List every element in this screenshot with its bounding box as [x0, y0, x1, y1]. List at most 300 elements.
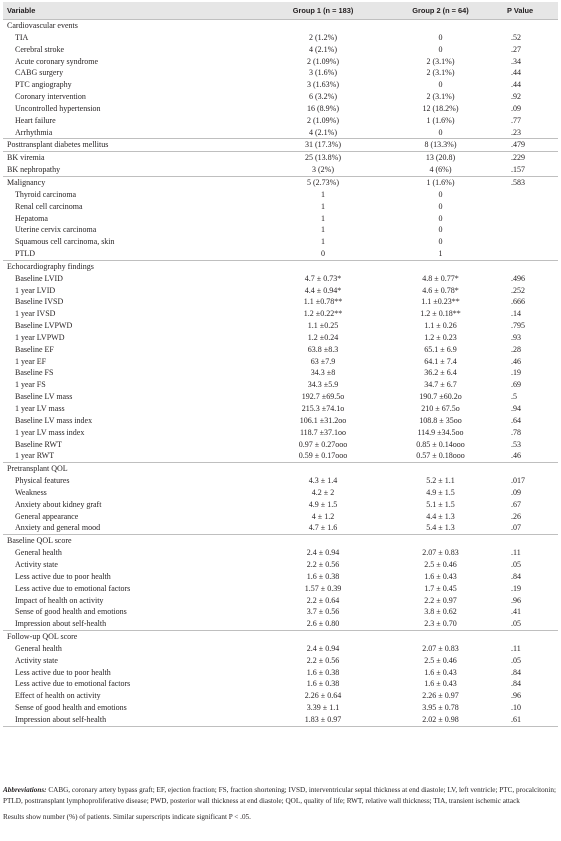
group2-value: 1 (1.6%)	[426, 115, 455, 125]
row-label: Effect of health on activity	[15, 691, 101, 701]
table-row	[3, 714, 558, 726]
p-value: .96	[511, 595, 521, 605]
table-row	[3, 308, 558, 320]
table-row	[3, 643, 558, 655]
group1-value: 6 (3.2%)	[309, 92, 337, 102]
table-row	[3, 631, 558, 643]
row-label: Baseline LV mass	[15, 392, 73, 402]
table-row	[3, 499, 558, 511]
table-row	[3, 618, 558, 630]
p-value: .05	[511, 655, 521, 665]
row-label: Malignancy	[3, 176, 268, 188]
p-value: .67	[511, 499, 521, 509]
p-value: .5	[511, 392, 517, 402]
table-row	[3, 547, 558, 559]
group1-value: 0	[321, 249, 325, 259]
table-row	[3, 44, 558, 56]
p-value	[503, 248, 558, 260]
p-value: .14	[511, 309, 521, 319]
p-value	[503, 213, 558, 225]
header-group1: Group 1 (n = 183)	[292, 6, 354, 15]
table-row	[3, 450, 558, 462]
group1-value: 34.3 ±8	[310, 368, 336, 378]
p-value: .10	[511, 703, 521, 713]
row-label: Baseline EF	[15, 344, 54, 354]
row-label: Thyroid carcinoma	[15, 189, 77, 199]
p-value: .11	[511, 643, 521, 653]
group2-value: 65.1 ± 6.9	[424, 344, 457, 354]
table-row	[3, 224, 558, 236]
table-row	[3, 201, 558, 213]
p-value: .795	[511, 321, 525, 331]
group1-value: 1.6 ± 0.38	[306, 667, 340, 677]
table-row	[3, 296, 558, 308]
p-value: .479	[503, 139, 558, 152]
results-note: Results show number (%) of patients. Similar superscripts indicate significant P < .05.	[3, 813, 251, 821]
p-value: .96	[511, 691, 521, 701]
group2-value: 3.8 ± 0.62	[424, 607, 457, 617]
group2-value: 2.07 ± 0.83	[422, 548, 459, 558]
table-row	[3, 403, 558, 415]
group1-value: 2 (1.09%)	[307, 115, 339, 125]
p-value: .666	[511, 297, 525, 307]
row-label: 1 year IVSD	[15, 309, 56, 319]
group1-value	[268, 631, 378, 643]
table-row	[3, 463, 558, 475]
table-row	[3, 273, 558, 285]
group2-value: 64.1 ± 7.4	[424, 356, 457, 366]
abbreviations-note	[3, 785, 558, 806]
p-value: .09	[511, 103, 521, 113]
group2-value: 114.9 ±34.5oo	[417, 427, 464, 437]
table-row	[3, 415, 558, 427]
group2-value: 0	[438, 237, 443, 247]
group1-value: 1.83 ± 0.97	[268, 714, 378, 726]
header-group2: Group 2 (n = 64)	[412, 6, 469, 15]
table-row	[3, 67, 558, 79]
group1-value: 4.7 ± 0.73*	[304, 273, 342, 283]
p-value: .46	[511, 451, 521, 461]
group1-value: 3 (1.6%)	[309, 68, 337, 78]
row-label: BK viremia	[3, 152, 268, 164]
p-value: .78	[511, 427, 521, 437]
p-value: .52	[511, 32, 521, 42]
row-label: Baseline FS	[15, 368, 54, 378]
table-row	[3, 522, 558, 534]
p-value	[503, 224, 558, 236]
group1-value: 4.3 ± 1.4	[308, 476, 338, 486]
p-value: .19	[511, 583, 521, 593]
table-row	[3, 356, 558, 368]
table-row	[3, 702, 558, 714]
group2-value: 3.95 ± 0.78	[422, 703, 459, 713]
p-value: .84	[511, 679, 521, 689]
group2-value: 4.4 ± 1.3	[426, 511, 455, 521]
p-value: .09	[511, 487, 521, 497]
group2-value: 12 (18.2%)	[422, 103, 459, 113]
group2-value: 1.6 ± 0.43	[424, 667, 457, 677]
table-row	[3, 379, 558, 391]
row-label: Heart failure	[15, 115, 56, 125]
p-value: .27	[511, 44, 521, 54]
table-row	[3, 535, 558, 547]
group2-value: 190.7 ±60.2o	[419, 392, 462, 402]
group1-value: 2 (1.2%)	[309, 32, 337, 42]
group1-value: 1	[321, 189, 325, 199]
table-row	[3, 115, 558, 127]
group2-value: 8 (13.3%)	[378, 139, 503, 152]
row-label: Hepatoma	[15, 213, 48, 223]
group1-value: 1	[321, 225, 325, 235]
p-value: .41	[511, 607, 521, 617]
row-label: TIA	[15, 32, 29, 42]
group1-value	[268, 535, 378, 547]
table-row	[3, 320, 558, 332]
table-row	[3, 475, 558, 487]
group2-value: 0	[438, 201, 443, 211]
p-value: .84	[511, 667, 521, 677]
group2-value: 0	[438, 44, 443, 54]
row-label: Baseline RWT	[15, 439, 62, 449]
group1-value: 215.3 ±74.1o	[301, 404, 345, 413]
group1-value: 3.39 ± 1.1	[306, 703, 340, 713]
table-row	[3, 260, 558, 272]
p-value: .28	[511, 344, 521, 354]
group1-value: 2.4 ± 0.94	[306, 548, 340, 558]
group1-value: 1	[321, 213, 325, 223]
group1-value	[268, 260, 378, 272]
group1-value: 16 (8.9%)	[307, 103, 339, 113]
p-value	[503, 201, 558, 213]
table-row	[3, 690, 558, 702]
group1-value: 3 (2%)	[312, 165, 334, 175]
group2-value: 210 ± 67.5o	[421, 404, 460, 413]
row-label: Weakness	[15, 487, 47, 497]
p-value	[503, 631, 558, 643]
group1-value: 106.1 ±31.2oo	[299, 415, 347, 425]
group2-value: 5.1 ± 1.5	[426, 499, 455, 509]
group2-value	[378, 260, 503, 272]
group2-value	[378, 631, 503, 643]
row-label: Physical features	[15, 476, 70, 486]
row-label: 1 year EF	[15, 356, 47, 366]
group2-value: 4.9 ± 1.5	[426, 487, 455, 497]
row-label: Uterine cervix carcinoma	[15, 225, 97, 235]
p-value: .84	[511, 571, 521, 581]
abbreviations-label: Abbreviations:	[3, 786, 47, 794]
group2-value: 34.7 ± 6.7	[424, 380, 457, 390]
group1-value: 2.2 ± 0.56	[306, 559, 340, 569]
group2-value	[378, 20, 503, 32]
table-row	[3, 559, 558, 571]
table-row	[3, 571, 558, 583]
group1-value: 118.7 ±37.1oo	[299, 427, 347, 437]
table-row	[3, 367, 558, 379]
header-row	[3, 2, 558, 20]
group1-value: 34.3 ±5.9	[307, 380, 339, 390]
row-label: Less active due to poor health	[15, 571, 111, 581]
group2-value: 4.6 ± 0.78*	[422, 285, 459, 295]
group2-value: 1.7 ± 0.45	[424, 583, 457, 593]
p-value: .583	[503, 176, 558, 188]
group1-value: 4.7 ± 1.6	[308, 523, 338, 533]
table-row	[3, 655, 558, 667]
table-body	[3, 20, 558, 727]
row-label: 1 year RWT	[15, 451, 55, 461]
group2-value: 1.6 ± 0.43	[424, 679, 457, 689]
group1-value: 4.4 ± 0.94*	[304, 285, 342, 295]
row-label: Squamous cell carcinoma, skin	[15, 237, 115, 247]
row-label: Sense of good health and emotions	[15, 703, 127, 713]
table-row	[3, 248, 558, 260]
group2-value: 4 (6%)	[429, 165, 452, 175]
p-value	[503, 463, 558, 475]
group1-value: 1.6 ± 0.38	[306, 571, 340, 581]
group1-value: 2.26 ± 0.64	[304, 691, 342, 701]
group2-value: 2.07 ± 0.83	[422, 643, 459, 653]
row-label: Less active due to emotional factors	[15, 583, 131, 593]
row-label: Baseline IVSD	[15, 297, 64, 307]
table-row	[3, 595, 558, 607]
row-label: Baseline LVID	[15, 273, 63, 283]
group2-value: 2.5 ± 0.46	[424, 559, 457, 569]
row-label: General appearance	[15, 511, 79, 521]
table-row	[3, 487, 558, 499]
row-label: Sense of good health and emotions	[15, 607, 127, 617]
table-row	[3, 152, 558, 164]
row-label: Follow-up QOL score	[3, 631, 268, 643]
group1-value: 5 (2.73%)	[268, 176, 378, 188]
row-label: Posttransplant diabetes mellitus	[3, 139, 268, 152]
group1-value	[268, 20, 378, 32]
table-row	[3, 20, 558, 32]
row-label: Acute coronary syndrome	[15, 56, 99, 66]
group2-value: 108.8 ± 35oo	[419, 415, 462, 425]
table-row	[3, 511, 558, 523]
table-row	[3, 236, 558, 248]
table-footnotes	[3, 785, 558, 823]
table-row	[3, 427, 558, 439]
group2-value: 2 (3.1%)	[426, 56, 455, 66]
group1-value: 3.7 ± 0.56	[306, 607, 340, 617]
row-label: 1 year LVID	[15, 285, 56, 295]
p-value: .23	[511, 127, 521, 137]
group1-value: 1.2 ±0.24	[307, 332, 339, 342]
group2-value: 1.1 ± 0.26	[424, 321, 457, 331]
table-row	[3, 391, 558, 403]
group2-value: 2 (3.1%)	[426, 92, 455, 102]
group2-value: 13 (20.8)	[378, 152, 503, 164]
group1-value: 1.6 ± 0.38	[306, 679, 340, 689]
row-label: PTC angiography	[15, 80, 72, 90]
group2-value: 1.2 ± 0.18**	[420, 309, 461, 319]
row-label: Arrhythmia	[15, 127, 53, 137]
group1-value: 63.8 ±8.3	[307, 344, 339, 354]
group1-value: 25 (13.8%)	[268, 152, 378, 164]
group2-value: 1.2 ± 0.23	[424, 332, 457, 342]
group2-value: 0.57 ± 0.18ooo	[416, 451, 465, 461]
row-label: Impression about self-health	[3, 714, 268, 726]
group1-value: 4.2 ± 2	[311, 487, 335, 497]
row-label: Renal cell carcinoma	[15, 201, 83, 211]
row-label: Baseline LVPWD	[15, 321, 73, 331]
row-label: 1 year LV mass index	[15, 427, 85, 437]
table-row	[3, 91, 558, 103]
p-value	[503, 535, 558, 547]
p-value: .19	[511, 368, 521, 378]
group1-value: 0.59 ± 0.17ooo	[298, 451, 348, 461]
group1-value: 4 (2.1%)	[309, 44, 337, 54]
row-label: 1 year LVPWD	[15, 332, 65, 342]
group2-value: 2.26 ± 0.97	[422, 691, 459, 701]
group1-value: 1.57 ± 0.39	[304, 583, 342, 593]
p-value: .77	[511, 115, 521, 125]
group2-value: 36.2 ± 6.4	[424, 368, 457, 378]
p-value: .44	[511, 80, 521, 90]
table-row	[3, 103, 558, 115]
group2-value: 0	[438, 127, 443, 137]
group2-value: 0	[438, 32, 443, 42]
table-row	[3, 606, 558, 618]
row-label: Coronary intervention	[15, 92, 86, 102]
table-row	[3, 32, 558, 44]
row-label: Less active due to poor health	[15, 667, 111, 677]
table-row	[3, 213, 558, 225]
p-value: .05	[511, 619, 521, 629]
group1-value	[268, 463, 378, 475]
group1-value: 3 (1.63%)	[307, 80, 339, 90]
table-row	[3, 79, 558, 91]
group1-value: 63 ±7.9	[310, 356, 336, 366]
group1-value: 1	[321, 201, 325, 211]
p-value: .64	[511, 415, 521, 425]
group2-value: 0	[438, 189, 443, 199]
group1-value: 31 (17.3%)	[268, 139, 378, 152]
row-label: Baseline QOL score	[3, 535, 268, 547]
table-row	[3, 56, 558, 68]
p-value: .11	[511, 548, 521, 558]
row-label: CABG surgery	[15, 68, 64, 78]
p-value: .34	[511, 56, 521, 66]
group2-value: 5.2 ± 1.1	[426, 476, 455, 486]
group1-value: 4.9 ± 1.5	[308, 499, 338, 509]
row-label: BK nephropathy	[7, 165, 61, 175]
row-label: Impression about self-health	[15, 619, 107, 629]
table-row	[3, 332, 558, 344]
table-row	[3, 189, 558, 201]
header-variable: Variable	[7, 6, 36, 15]
p-value	[503, 236, 558, 248]
group2-value: 2.02 ± 0.98	[378, 714, 503, 726]
group1-value: 4 (2.1%)	[309, 127, 337, 137]
group2-value: 5.4 ± 1.3	[426, 523, 455, 533]
p-value	[503, 189, 558, 201]
table-row	[3, 344, 558, 356]
group2-value: 1.6 ± 0.43	[424, 571, 457, 581]
p-value	[503, 260, 558, 272]
p-value	[503, 20, 558, 32]
table-row	[3, 583, 558, 595]
row-label: Activity state	[15, 655, 58, 665]
table-row	[3, 164, 558, 176]
table-row	[3, 127, 558, 139]
group1-value: 4 ± 1.2	[311, 511, 335, 521]
row-label: Less active due to emotional factors	[15, 679, 131, 689]
row-label: Echocardiography findings	[3, 260, 268, 272]
group1-value: 2.2 ± 0.56	[306, 655, 340, 665]
p-value: .93	[511, 332, 521, 342]
row-label: Baseline LV mass index	[15, 415, 93, 425]
p-value: .92	[511, 92, 521, 102]
group1-value: 2.6 ± 0.80	[306, 619, 340, 629]
group1-value: 0.97 ± 0.27ooo	[298, 439, 348, 449]
header-pvalue: P Value	[507, 6, 534, 15]
row-label: Cerebral stroke	[15, 44, 65, 54]
p-value: .229	[503, 152, 558, 164]
group1-value: 192.7 ±69.5o	[301, 392, 345, 402]
group2-value: 1.1 ±0.23**	[421, 297, 460, 307]
group1-value: 1	[321, 237, 325, 247]
group2-value	[378, 463, 503, 475]
p-value: .07	[511, 523, 521, 533]
group2-value: 2.5 ± 0.46	[424, 655, 457, 665]
table-header	[3, 2, 558, 20]
row-label: General health	[15, 548, 62, 558]
p-value: .496	[511, 273, 525, 283]
group1-value: 1.1 ±0.25	[307, 321, 339, 331]
row-label: Activity state	[15, 559, 58, 569]
table-row	[3, 439, 558, 451]
p-value: .69	[511, 380, 521, 390]
p-value: .46	[511, 356, 521, 366]
row-label: Pretransplant QOL	[3, 463, 268, 475]
p-value: .61	[503, 714, 558, 726]
group2-value	[378, 535, 503, 547]
table-row	[3, 678, 558, 690]
p-value: .017	[511, 476, 525, 486]
group2-value: 4.8 ± 0.77*	[422, 273, 459, 283]
results-table	[3, 2, 558, 727]
table-row	[3, 176, 558, 188]
group2-value: 2 (3.1%)	[426, 68, 455, 78]
row-label: Impact of health on activity	[15, 595, 104, 605]
p-value: .94	[511, 404, 521, 413]
p-value: .05	[511, 559, 521, 569]
group2-value: 1	[438, 249, 443, 259]
row-label: PTLD	[15, 249, 35, 259]
group2-value: 1 (1.6%)	[378, 176, 503, 188]
table-row	[3, 139, 558, 152]
group2-value: 0	[438, 225, 443, 235]
p-value: .26	[511, 511, 521, 521]
table-row	[3, 667, 558, 679]
group1-value: 2.2 ± 0.64	[306, 595, 340, 605]
group2-value: 2.2 ± 0.97	[424, 595, 457, 605]
row-label: Anxiety about kidney graft	[15, 499, 102, 509]
row-label: Anxiety and general mood	[15, 523, 101, 533]
group2-value: 0	[438, 80, 443, 90]
group1-value: 2.4 ± 0.94	[306, 643, 340, 653]
group1-value: 2 (1.09%)	[307, 56, 339, 66]
group2-value: 0.85 ± 0.14ooo	[416, 439, 465, 449]
p-value: .44	[511, 68, 521, 78]
row-label: Cardiovascular events	[3, 20, 268, 32]
group1-value: 1.1 ±0.78**	[303, 297, 343, 307]
group2-value: 0	[438, 213, 443, 223]
row-label: 1 year LV mass	[15, 404, 65, 413]
table-row	[3, 285, 558, 297]
row-label: General health	[15, 643, 62, 653]
